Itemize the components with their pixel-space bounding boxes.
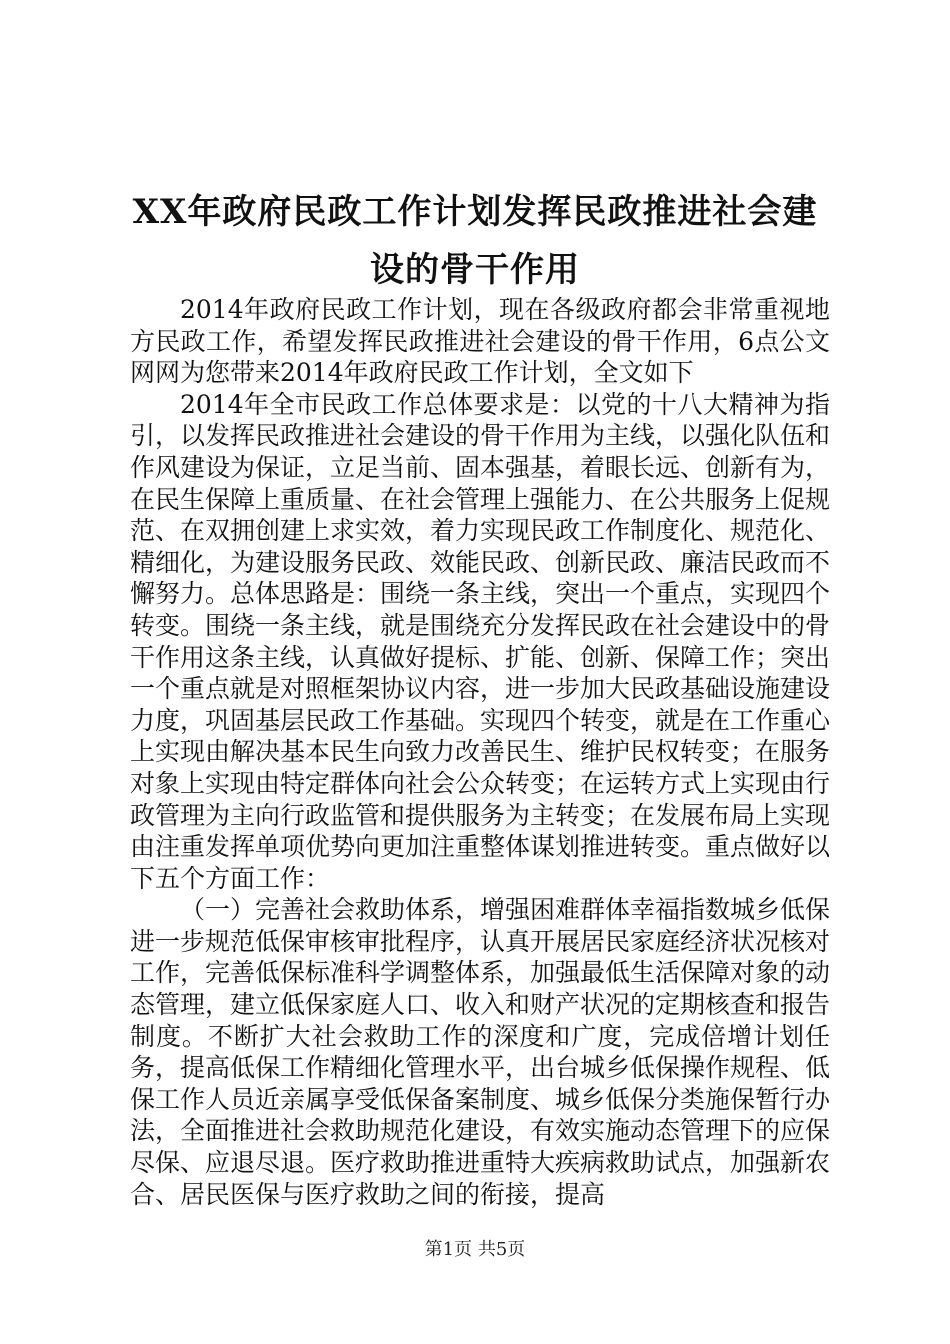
paragraph-social-assistance: （一）完善社会救助体系，增强困难群体幸福指数城乡低保进一步规范低保审核审批程序，认真开展居民家庭经济状况核对工作，完善低保标准科学调整体系，加强最低生活保障对象的动态管理，建立低保家庭人口、收入和财产状况的定期核查和报告制度。不断扩大社会救助工作的深度和广度，完成倍增计划任务，提高低保工作精细化管理水平，出台城乡低保操作规程、低保工作人员近亲属享受低保备案制度、城乡低保分类施保暂行办法，全面推进社会救助规范化建设，有效实施动态管理下的应保尽保、应退尽退。医疗救助推进重特大疾病救助试点，加强新农合、居民医保与医疗救助之间的衔接，提高 xyxy=(130,895,831,1209)
paragraph-overall-requirements: 2014年全市民政工作总体要求是：以党的十八大精神为指引，以发挥民政推进社会建设的骨干作用为主线，以强化队伍和作风建设为保证，立足当前、固本强基，着眼长远、创新有为，在民生保障上重质量、在社会管理上强能力、在公共服务上促规范、在双拥创建上求实效，着力实现民政工作制度化、规范化、精细化，为建设服务民政、效能民政、创新民政、廉洁民政而不懈努力。总体思路是：围绕一条主线，突出一个重点，实现四个转变。围绕一条主线，就是围绕充分发挥民政在社会建设中的骨干作用这条主线，认真做好提标、扩能、创新、保障工作；突出一个重点就是对照框架协议内容，进一步加大民政基础设施建设力度，巩固基层民政工作基础。实现四个转变，就是在工作重心上实现由解决基本民生向致力改善民生、维护民权转变；在服务对象上实现由特定群体向社会公众转变；在运转方式上实现由行政管理为主向行政监管和提供服务为主转变；在发展布局上实现由注重发挥单项优势向更加注重整体谋划推进转变。重点做好以下五个方面工作： xyxy=(130,389,831,893)
paragraph-intro: 2014年政府民政工作计划，现在各级政府都会非常重视地方民政工作，希望发挥民政推进社会建设的骨干作用，6点公文网网为您带来2014年政府民政工作计划，全文如下 xyxy=(130,295,830,388)
document-title: XX年政府民政工作计划发挥民政推进社会建设的骨干作用 xyxy=(132,191,818,290)
document-body xyxy=(130,294,830,1210)
page-number-footer: 第1页 共5页 xyxy=(424,1239,526,1260)
